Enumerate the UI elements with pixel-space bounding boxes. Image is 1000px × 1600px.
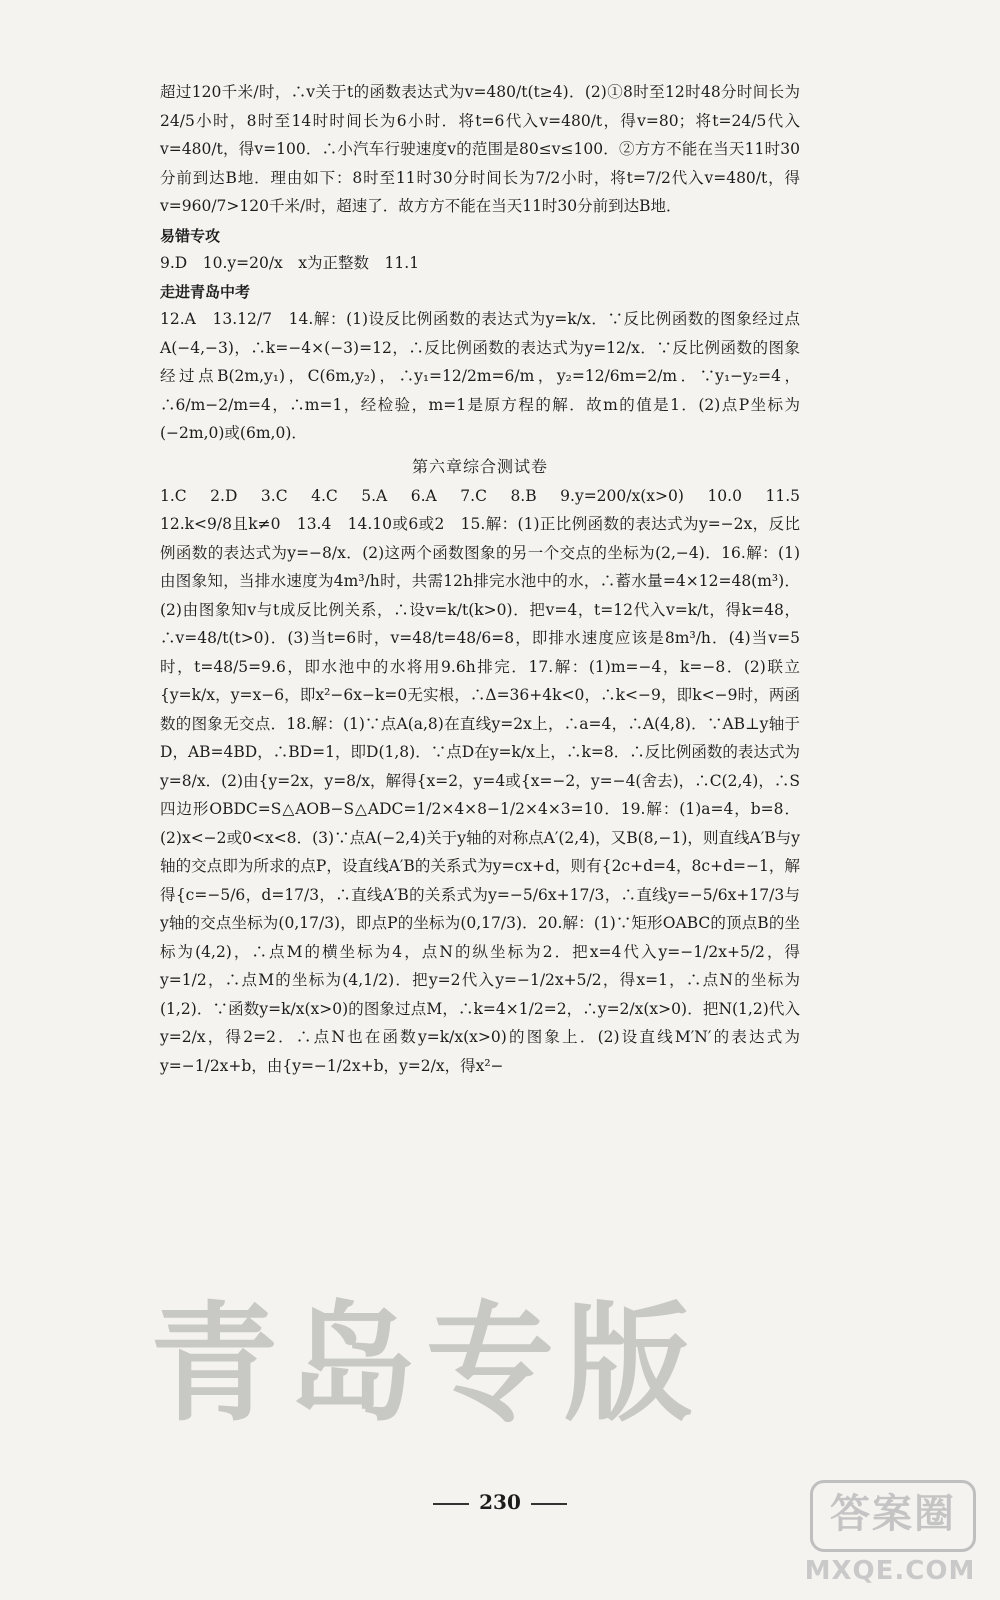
page-number-text: 230 bbox=[479, 1490, 521, 1514]
logo-mark: 答案圈 bbox=[810, 1480, 976, 1552]
answer-paragraph: 1.C 2.D 3.C 4.C 5.A 6.A 7.C 8.B 9.y=200/x(x>0) 10.0 11.5 12.k<9/8且k≠0 13.4 14.10或6或2 15.解：(1)正比例函数的表达式为y=−2x，反比例函数的表达式为y=−8/x．(2)这两个函数图象的另一个交点的坐标为(2,−4)．16.解：(1)由图象知，当排水速度为4m³/h时，共需12h排完水池中的水，∴蓄水量=4×12=48(m³)．(2)由图象知v与t成反比例关系，∴设v=k/t(k>0)．把v=4，t=12代入v=k/t，得k=48，∴v=48/t(t>0)．(3)当t=6时，v=48/t=48/6=8，即排水速度应该是8m³/h．(4)当v=5时，t=48/5=9.6，即水池中的水将用9.6h排完．17.解：(1)m=−4，k=−8．(2)联立{y=k/x，y=x−6，即x²−6x−k=0无实根，∴Δ=36+4k<0，∴k<−9，即k<−9时，两函数的图象无交点．18.解：(1)∵点A(a,8)在直线y=2x上，∴a=4，∴A(4,8)．∵AB⊥y轴于D，AB=4BD，∴BD=1，即D(1,8)．∵点D在y=k/x上，∴k=8．∴反比例函数的表达式为y=8/x．(2)由{y=2x，y=8/x，解得{x=2，y=4或{x=−2，y=−4(舍去)，∴C(2,4)，∴S四边形OBDC=S△AOB−S△ADC=1/2×4×8−1/2×4×3=10．19.解：(1)a=4，b=8．(2)x<−2或0<x<8．(3)∵点A(−2,4)关于y轴的对称点A′(2,4)，又B(8,−1)，则直线A′B与y轴的交点即为所求的点P，设直线A′B的关系式为y=cx+d，则有{2c+d=4，8c+d=−1，解得{c=−5/6，d=17/3，∴直线A′B的关系式为y=−5/6x+17/3，∴直线y=−5/6x+17/3与y轴的交点坐标为(0,17/3)，即点P的坐标为(0,17/3)．20.解：(1)∵矩形OABC的顶点B的坐标为(4,2)，∴点M的横坐标为4，点N的纵坐标为2．把x=4代入y=−1/2x+5/2，得y=1/2，∴点M的坐标为(4,1/2)．把y=2代入y=−1/2x+5/2，得x=1，∴点N的坐标为(1,2)．∵函数y=k/x(x>0)的图象过点M，∴k=4×1/2=2，∴y=2/x(x>0)．把N(1,2)代入y=2/x，得2=2．∴点N也在函数y=k/x(x>0)的图象上．(2)设直线M′N′的表达式为y=−1/2x+b，由{y=−1/2x+b，y=2/x，得x²− bbox=[160, 486, 816, 1075]
logo-url: MXQE.COM bbox=[804, 1556, 976, 1586]
watermark-qingdao: 青岛专版 bbox=[150, 1290, 703, 1439]
site-logo bbox=[790, 1480, 990, 1590]
answer-paragraph: 12.A 13.12/7 14.解：(1)设反比例函数的表达式为y=k/x．∵反比例函数的图象经过点A(−4,−3)，∴k=−4×(−3)=12，∴反比例函数的表达式为y=12/x．∵反比例函数的图象经过点B(2m,y₁)，C(6m,y₂)，∴y₁=12/2m=6/m，y₂=12/6m=2/m．∵y₁−y₂=4，∴6/m−2/m=4，∴m=1，经检验，m=1是原方程的解．故m的值是1．(2)点P坐标为(−2m,0)或(6m,0)． bbox=[160, 310, 800, 442]
chapter-title: 第六章综合测试卷 bbox=[411, 456, 548, 476]
section-heading-yicuo: 易错专攻 bbox=[160, 226, 221, 245]
page-number-dash-left bbox=[433, 1503, 469, 1505]
answer-page-body bbox=[160, 78, 816, 1080]
section-heading-zoujin: 走进青岛中考 bbox=[160, 283, 251, 301]
page-number-dash-right bbox=[531, 1503, 567, 1505]
answer-paragraph: 超过120千米/时，∴v关于t的函数表达式为v=480/t(t≥4)．(2)①8时至12时48分时间长为24/5小时，8时至14时时间长为6小时．将t=6代入v=480/t，得v=80；将t=24/5代入v=480/t，得v=100．∴小汽车行驶速度v的范围是80≤v≤100．②方方不能在当天11时30分前到达B地．理由如下：8时至11时30分时间长为7/2小时，将t=7/2代入v=480/t，得v=960/7>120千米/时，超速了．故方方不能在当天11时30分前到达B地． bbox=[160, 83, 800, 215]
answer-paragraph: 9.D 10.y=20/x x为正整数 11.1 bbox=[160, 253, 420, 272]
